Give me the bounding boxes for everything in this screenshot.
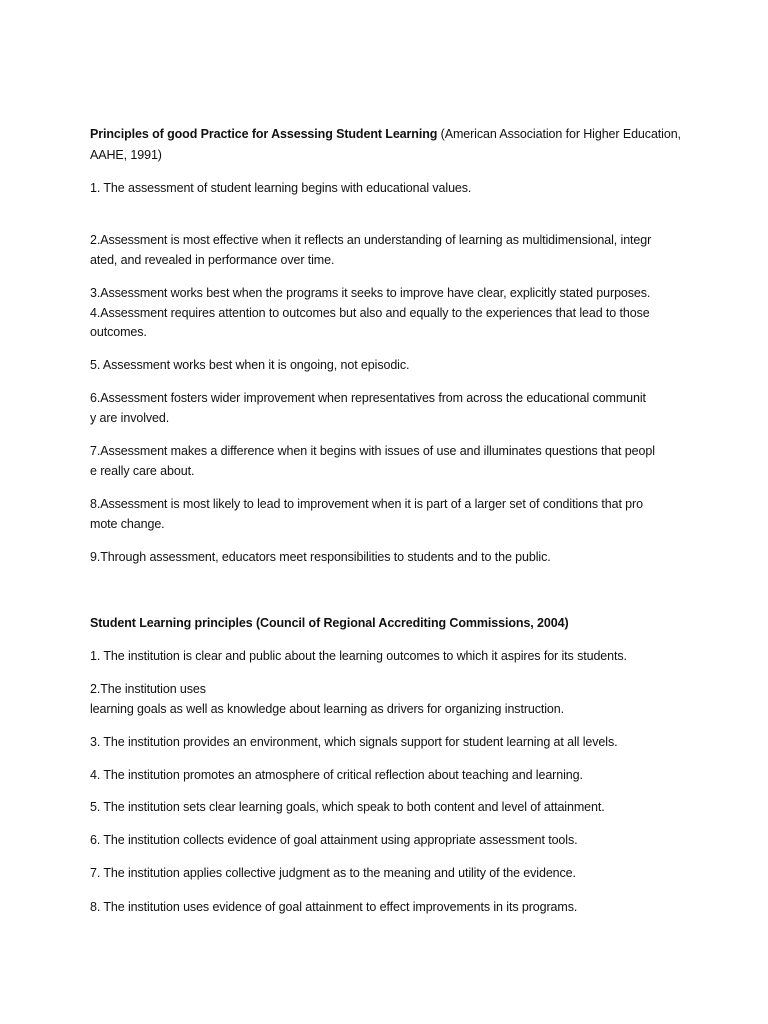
section2-item-2: 2.The institution uses bbox=[90, 682, 206, 696]
section1-heading-line2: AAHE, 1991) bbox=[90, 148, 162, 162]
section2-item-8: 8. The institution uses evidence of goal attainment to effect improvements in its programs. bbox=[90, 900, 578, 914]
section1-item-9: 9.Through assessment, educators meet responsibilities to students and to the public. bbox=[90, 550, 551, 564]
section2-item-5: 5. The institution sets clear learning goals, which speak to both content and level of attainment. bbox=[90, 800, 605, 814]
section2-item-3: 3. The institution provides an environment, which signals support for student learning at all levels. bbox=[90, 735, 618, 749]
section1-heading-bold: Principles of good Practice for Assessing Student Learning bbox=[90, 127, 438, 141]
section2-item-1: 1. The institution is clear and public about the learning outcomes to which it aspires for its students. bbox=[90, 649, 627, 663]
section1-item-2: 2.Assessment is most effective when it reflects an understanding of learning as multidimensional, integr bbox=[90, 233, 652, 247]
section1-item-7: 7.Assessment makes a difference when it begins with issues of use and illuminates questions that peopl bbox=[90, 444, 655, 458]
section1-heading-rest: (American Association for Higher Education, bbox=[437, 127, 681, 141]
section1-item-6: 6.Assessment fosters wider improvement when representatives from across the educational communit bbox=[90, 391, 646, 405]
section1-item-8-cont: mote change. bbox=[90, 517, 165, 531]
section1-item-4-cont: outcomes. bbox=[90, 325, 147, 339]
section1-item-5: 5. Assessment works best when it is ongoing, not episodic. bbox=[90, 358, 410, 372]
section1-item-3: 3.Assessment works best when the programs it seeks to improve have clear, explicitly stated purposes. bbox=[90, 286, 651, 300]
section1-item-4: 4.Assessment requires attention to outcomes but also and equally to the experiences that lead to those bbox=[90, 306, 650, 320]
section1-item-6-cont: y are involved. bbox=[90, 411, 170, 425]
section2-heading: Student Learning principles (Council of Regional Accrediting Commissions, 2004) bbox=[90, 616, 569, 630]
section1-item-8: 8.Assessment is most likely to lead to improvement when it is part of a larger set of conditions that pro bbox=[90, 497, 643, 511]
section1-item-1: 1. The assessment of student learning begins with educational values. bbox=[90, 181, 472, 195]
section2-item-2-cont: learning goals as well as knowledge about learning as drivers for organizing instruction. bbox=[90, 702, 565, 716]
section1-item-2-cont: ated, and revealed in performance over time. bbox=[90, 253, 335, 267]
section2-item-4: 4. The institution promotes an atmosphere of critical reflection about teaching and learning. bbox=[90, 768, 583, 782]
section2-item-7: 7. The institution applies collective judgment as to the meaning and utility of the evidence. bbox=[90, 866, 576, 880]
section2-item-6: 6. The institution collects evidence of goal attainment using appropriate assessment tools. bbox=[90, 833, 578, 847]
section1-item-7-cont: e really care about. bbox=[90, 464, 195, 478]
section1-heading bbox=[90, 124, 690, 144]
